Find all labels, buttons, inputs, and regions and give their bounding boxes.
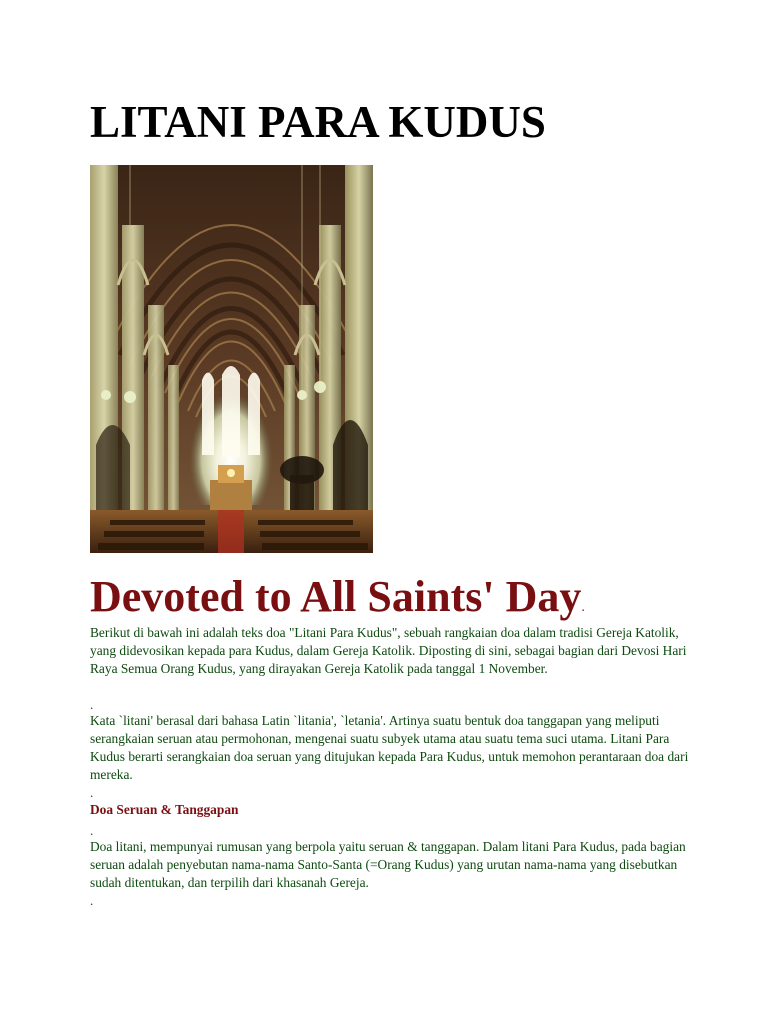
section-heading: Doa Seruan & Tanggapan <box>90 802 239 817</box>
separator-dot: . <box>90 893 94 908</box>
subtitle-text: Devoted to All Saints' Day <box>90 572 582 621</box>
subtitle-period: . <box>581 600 585 615</box>
definition-paragraph: Kata `litani' berasal dari bahasa Latin `litania', `letania'. Artinya suatu bentuk doa tanggapan yang meliputi serangkaian seruan atau permohonan, mengenai suatu subyek utama atau suatu tema suci utama. Litani Para Kudus berarti serangkaian doa seruan yang ditujukan kepada Para Kudus, untuk memohon perantaraan doa dari mereka. <box>90 713 689 782</box>
intro-paragraph: Berikut di bawah ini adalah teks doa "Litani Para Kudus", sebuah rangkaian doa dalam tradisi Gereja Katolik, yang didevosikan kepada para Kudus, dalam Gereja Katolik. Diposting di sini, sebagai bagian dari Devosi Hari Raya Semua Orang Kudus, yang dirayakan Gereja Katolik pada tanggal 1 November. <box>90 625 687 676</box>
litany-paragraph: Doa litani, mempunyai rumusan yang berpola yaitu seruan & tanggapan. Dalam litani Para Kudus, pada bagian seruan adalah penyebutan nama-nama Santo-Santa (=Orang Kudus) yang urutan nama-nama yang disebutkan sudah ditentukan, dan terpilih dari khasanah Gereja. <box>90 839 686 890</box>
separator-dot: . <box>90 697 94 712</box>
cathedral-photo <box>90 165 373 553</box>
cathedral-illustration <box>90 165 373 553</box>
separator-dot: . <box>90 785 94 800</box>
page-title: LITANI PARA KUDUS <box>90 97 546 147</box>
separator-dot: . <box>90 823 94 838</box>
